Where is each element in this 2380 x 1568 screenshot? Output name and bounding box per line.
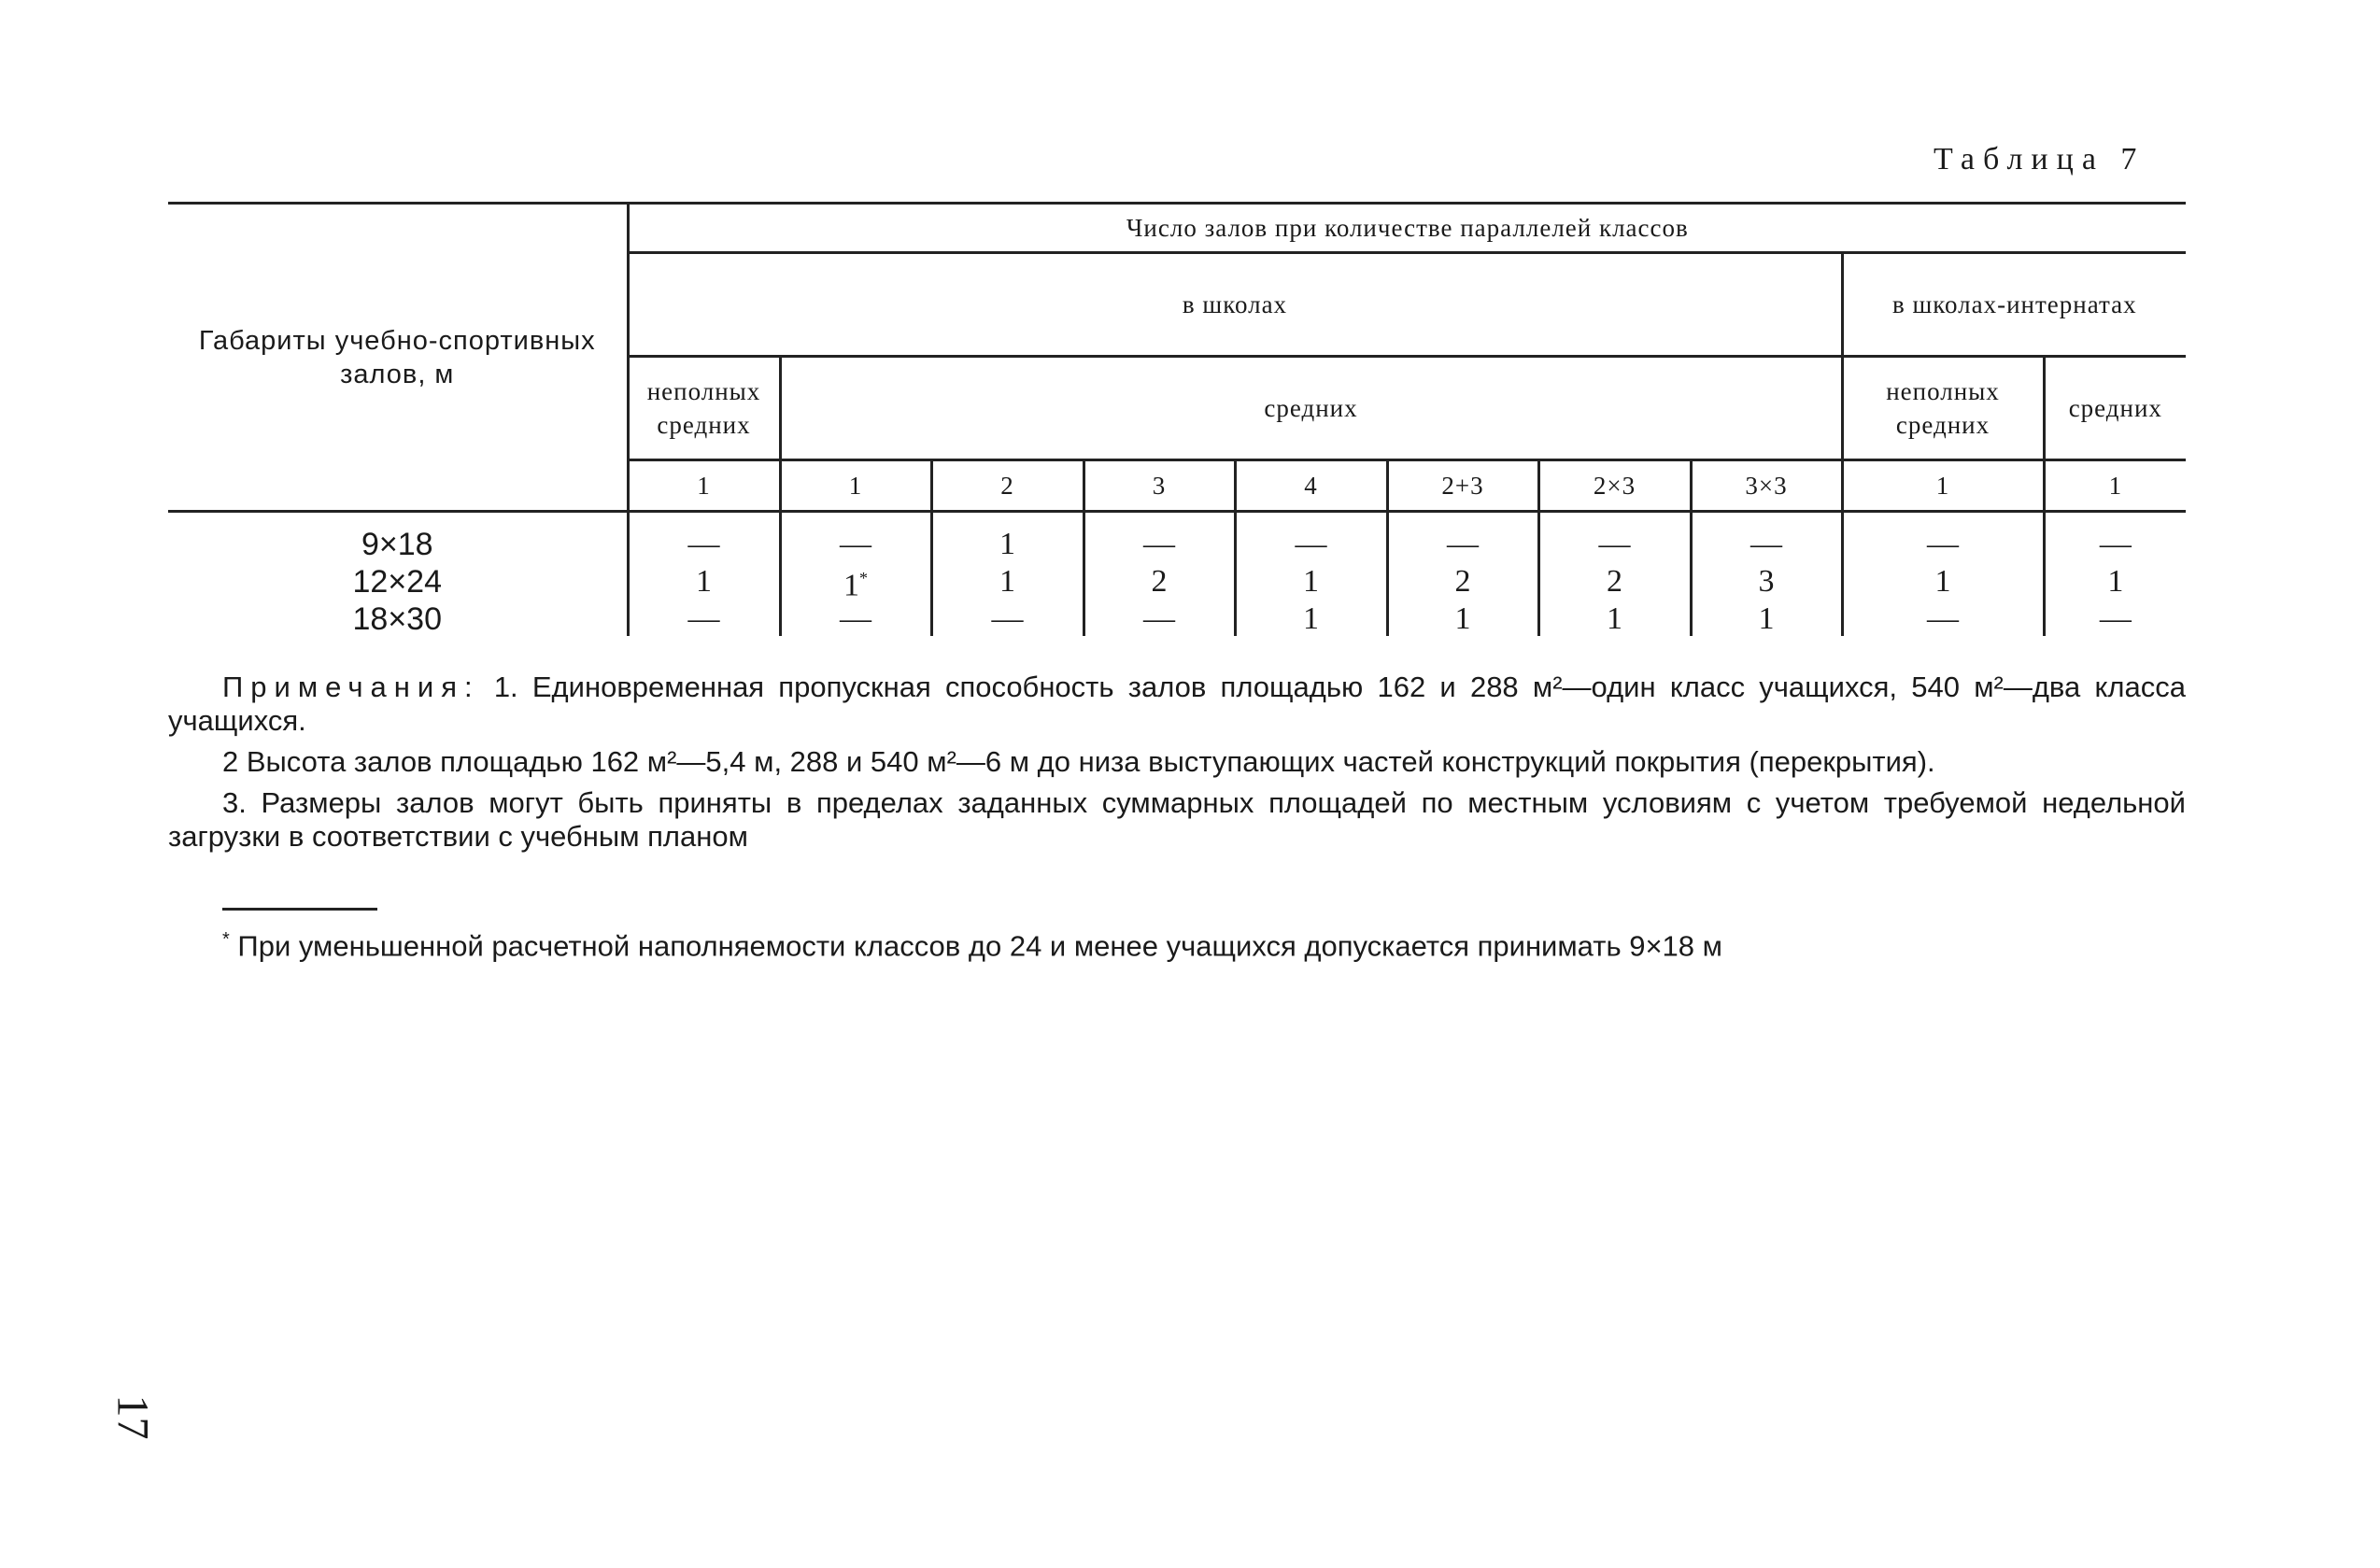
col-number: 1 xyxy=(780,460,931,512)
value-cell: 1 xyxy=(1538,602,1691,636)
footnote-divider xyxy=(222,908,377,911)
col-number: 2×3 xyxy=(1538,460,1691,512)
row-header-cell xyxy=(168,204,628,512)
col-number: 1 xyxy=(2044,460,2186,512)
value-cell: 2 xyxy=(1538,561,1691,602)
footnote-mark: * xyxy=(859,569,868,587)
table-row xyxy=(168,561,2186,602)
size-cell: 12×24 xyxy=(168,561,628,602)
note-1 xyxy=(168,671,2186,738)
value-cell: — xyxy=(1691,528,1842,561)
value-cell: 2 xyxy=(1084,561,1235,602)
halls-table xyxy=(168,202,2186,636)
table-caption: Таблица 7 xyxy=(1934,142,2146,177)
value-cell: 2 xyxy=(1387,561,1538,602)
group-boarding-schools: в школах-интернатах xyxy=(1842,253,2186,357)
col-number: 4 xyxy=(1235,460,1387,512)
value-cell: 1 xyxy=(628,561,780,602)
value-cell: — xyxy=(1084,528,1235,561)
value-cell: — xyxy=(1538,528,1691,561)
note-1-text: 1. Единовременная пропускная способность залов площадью 162 и 288 м²—один класс учащихся, 540 м²—два класса учащихся. xyxy=(168,671,2186,737)
sub-incomplete: неполных средних xyxy=(628,357,780,460)
size-cell: 18×30 xyxy=(168,602,628,636)
col-number: 3×3 xyxy=(1691,460,1842,512)
value-cell: — xyxy=(628,528,780,561)
value-cell: — xyxy=(1235,528,1387,561)
col-number: 1 xyxy=(628,460,780,512)
row-header: Габариты учебно-спортивных залов, м xyxy=(198,325,596,389)
table-wrapper xyxy=(168,202,2186,636)
value-cell: 1* xyxy=(780,561,931,602)
value-cell: — xyxy=(780,528,931,561)
notes-lead: Примечания: xyxy=(222,671,480,703)
col-number: 1 xyxy=(1842,460,2044,512)
size-cell: 9×18 xyxy=(168,528,628,561)
col-number: 2 xyxy=(931,460,1084,512)
top-header: Число залов при количестве параллелей классов xyxy=(628,204,2186,253)
value-cell: 1 xyxy=(1235,561,1387,602)
value-cell: 1 xyxy=(1387,602,1538,636)
table-row xyxy=(168,602,2186,636)
value-cell: — xyxy=(2044,602,2186,636)
page-number: 17 xyxy=(107,1394,158,1440)
value-cell: — xyxy=(931,602,1084,636)
value-cell: 1 xyxy=(1691,602,1842,636)
notes-block xyxy=(168,671,2186,854)
note-3: 3. Размеры залов могут быть приняты в пределах заданных суммарных площадей по местным условиям с учетом требуемой недельной загрузки в соответствии с учебным планом xyxy=(168,786,2186,853)
value-cell: 3 xyxy=(1691,561,1842,602)
value-cell: — xyxy=(628,602,780,636)
note-2: 2 Высота залов площадью 162 м²—5,4 м, 288 и 540 м²—6 м до низа выступающих частей конструкций покрытия (перекрытия). xyxy=(222,745,1935,778)
col-number: 3 xyxy=(1084,460,1235,512)
footnote-mark: * xyxy=(222,929,230,950)
value-cell: — xyxy=(1842,528,2044,561)
footnote-text: При уменьшенной расчетной наполняемости классов до 24 и менее учащихся допускается принимать 9×18 м xyxy=(237,929,1722,963)
value-cell: — xyxy=(1387,528,1538,561)
col-number: 2+3 xyxy=(1387,460,1538,512)
sub-middle: средних xyxy=(780,357,1842,460)
value-cell: 1 xyxy=(2044,561,2186,602)
sub-incomplete-boarding: неполных средних xyxy=(1842,357,2044,460)
sub-middle-boarding: средних xyxy=(2044,357,2186,460)
value-cell: 1 xyxy=(931,528,1084,561)
value-cell: — xyxy=(1842,602,2044,636)
value-cell: 1 xyxy=(1842,561,2044,602)
group-schools: в школах xyxy=(628,253,1842,357)
table-row xyxy=(168,528,2186,561)
value-cell: — xyxy=(1084,602,1235,636)
value-cell: 1 xyxy=(931,561,1084,602)
value-cell: 1 xyxy=(1235,602,1387,636)
footnote xyxy=(222,923,1722,963)
value-cell: — xyxy=(2044,528,2186,561)
value-cell: — xyxy=(780,602,931,636)
